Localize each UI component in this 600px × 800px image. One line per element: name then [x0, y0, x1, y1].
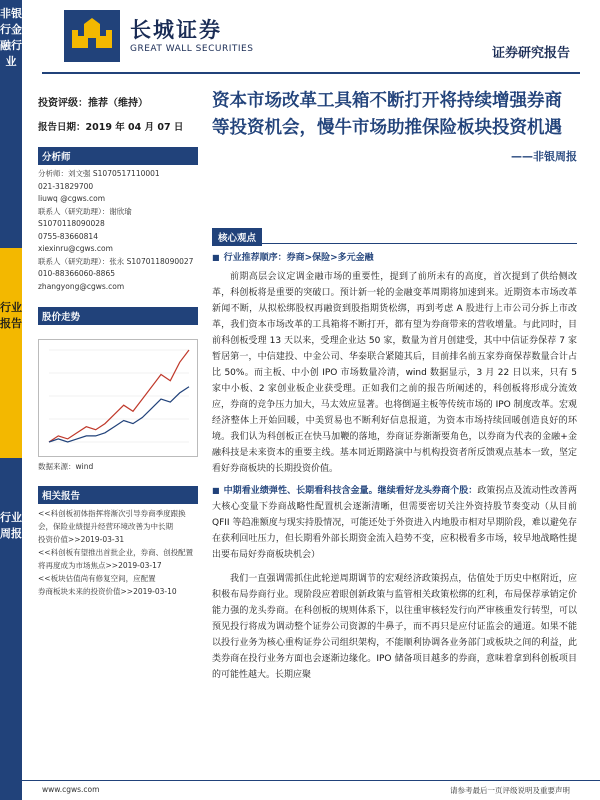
analyst-line: liuwq @cgws.com — [38, 194, 106, 203]
footer-url: www.cgws.com — [42, 785, 100, 794]
logo-icon — [64, 10, 120, 62]
right-column-head — [212, 88, 577, 164]
analyst-line: 联系人（研究助理）：张永 S1070118090027 — [38, 256, 194, 266]
related-reports-title: 相关报告 — [38, 486, 198, 504]
footer — [22, 780, 600, 800]
related-report-link[interactable]: 券商板块未来的投资价值>>2019-03-10 — [38, 587, 177, 596]
paragraph: 我们一直强调需抓住此轮逆周期调节的宏观经济政策拐点，估值处于历史中枢附近，应积极布局券商行业。现阶段应着眼创新政策与监管相关政策松绑的红利，布局保荐承销定价能力强的龙头券商。在科创板的规则体系下，以往重审核轻发行向严审核重发行转型，可以预见投行将成为调动整个证券公司资源的牛鼻子，而不再只是应付证监会的通道。如果不能以投行业务为核心重构证券公司组织架构，不能顺利协调各业务部门或板块之间的利益，此类券商在投行业务方面也会逐渐边缘化。IPO 储备项目越多的券商，意味着拿到科创板项目的可能性越大。长期应聚 — [212, 574, 577, 680]
sidebar-report-freq: 行业周报 — [0, 458, 22, 800]
logo-text-en: GREAT WALL SECURITIES — [130, 44, 254, 54]
report-date: 报告日期：2019 年 04 月 07 日 — [38, 122, 184, 133]
left-column — [38, 88, 198, 598]
related-report-link[interactable]: 会，保险业绩提升经营环境改善为中长期 — [38, 522, 173, 531]
analyst-line: xiexinru@cgws.com — [38, 244, 113, 253]
analyst-list — [38, 168, 198, 293]
related-report-link[interactable]: <<科创板有望推出首批企业，券商、创投配置 — [38, 548, 194, 557]
analyst-line: zhangyong@cgws.com — [38, 281, 125, 291]
bullet-rest-text: 政策拐点及流动性改善两大核心变量下券商战略性配置机会逐渐清晰，但需要密切关注外资持股节奏变动（从目前 QFII 等趋准额度与现实持股情况，可能还处于外资进入内地股市相对早期阶段，难以避免存在获利回吐压力，但长期看外部长期资金流入趋势不变，应积极看多市场，较早地战略性提出要布局好券商板块机会） — [212, 486, 577, 560]
data-source: 数据来源：wind — [38, 462, 94, 471]
report-body — [212, 250, 577, 683]
bullet-lead — [212, 486, 477, 496]
bullet-recommendation: ■ 行业推荐顺序：券商>保险>多元金融 — [212, 250, 577, 266]
sidebar-report-type: 行业报告 — [0, 248, 22, 458]
report-subtitle: ——非银周报 — [511, 150, 577, 163]
related-report-link[interactable]: <<科创板初体指挥将渐次引导券商季度跟换 — [38, 509, 186, 518]
logo-text-cn: 长城证券 — [130, 17, 222, 42]
related-report-link[interactable]: <<板块估值尚有修复空间，应配置 — [38, 574, 156, 583]
chart-series-line — [49, 387, 189, 442]
analyst-line: S1070118090028 — [38, 219, 105, 228]
core-view-label: 核心观点 — [212, 228, 262, 246]
paragraph: 前期高层会议定调金融市场的重要性，提到了前所未有的高度，首次提到了供给侧改革，科创板将是重要的突破口。预计新一轮的金融变革周期将加速到来。近期资本市场改革新闻不断，从拟松绑股权再融资到股指期货松绑，再到考虑 A 股进行上市公司分拆上市改革，我们资本市场改革的工具箱将不断打开，都有望为券商带来的营收增量。与此同时，目前科创板受理 13 天以来，受理企业达 50 家，数量为首月创建受，其中中信证券保荐 7 家暂居第一，中信建投、中金公司、华泰联合紧随其后，目前排名前五家券商保荐数量合计占比 50%。而主板、中小创 IPO 市场数量冷清，wind 数据显示，3 月 22 日以来，只有 5 家中小板、2 家创业板企业获受理。正如我们之前的报告所阐述的，科创板将形成分流效应，券商的竞争压力加大，马太效应显著。也将倒逼主板等传统市场的 IPO 制度改革。宏观经济整体上开始回暖，中美贸易也不断利好信息报道，为资本市场持续回暖创造良好的环境。我们认为科创板正在快马加鞭的落地，券商证券渐渐要角色，以券商为代表的金融+金融科技是未来资本的重要主线。基本同近期路演中与机构投资者所反馈观点基本一致，坚定看好券商板块的长期投资价值。 — [212, 272, 577, 474]
bullet-lead-text: 中期看业绩弹性、长期看科技含金量。继续看好龙头券商个股： — [223, 486, 478, 496]
analyst-line: 分析师：刘文强 S1070517110001 — [38, 169, 160, 178]
analyst-line: 010-88366060-8865 — [38, 269, 115, 278]
stock-price-chart-svg — [39, 340, 197, 456]
sidebar-industry: 非银行金融行业 — [0, 0, 22, 248]
report-type-label: 证券研究报告 — [491, 46, 570, 61]
sidebar — [0, 0, 22, 800]
core-view-bar — [212, 228, 577, 244]
stock-chart-title: 股价走势 — [38, 307, 198, 325]
investment-rating: 投资评级：推荐（维持） — [38, 98, 148, 109]
header-divider — [42, 72, 580, 74]
header — [22, 0, 600, 78]
report-title: 资本市场改革工具箱不断打开将持续增强券商等投资机会，慢牛市场助推保险板块投资机遇 — [212, 91, 562, 138]
related-report-link[interactable]: 将再度成为市场焦点>>2019-03-17 — [38, 561, 162, 570]
analyst-line: 联系人（研究助理）：谢欣瑜 — [38, 206, 132, 216]
footer-note: 请参考最后一页评级说明及重要声明 — [450, 786, 570, 795]
analyst-line: 0755-83660814 — [38, 231, 98, 241]
analyst-section-title: 分析师 — [38, 147, 198, 165]
analyst-line: 021-31829700 — [38, 181, 94, 191]
related-reports-list — [38, 507, 198, 598]
stock-price-chart — [38, 339, 198, 457]
paragraph — [212, 483, 577, 563]
related-report-link[interactable]: 投资价值>>2019-03-31 — [38, 535, 125, 544]
